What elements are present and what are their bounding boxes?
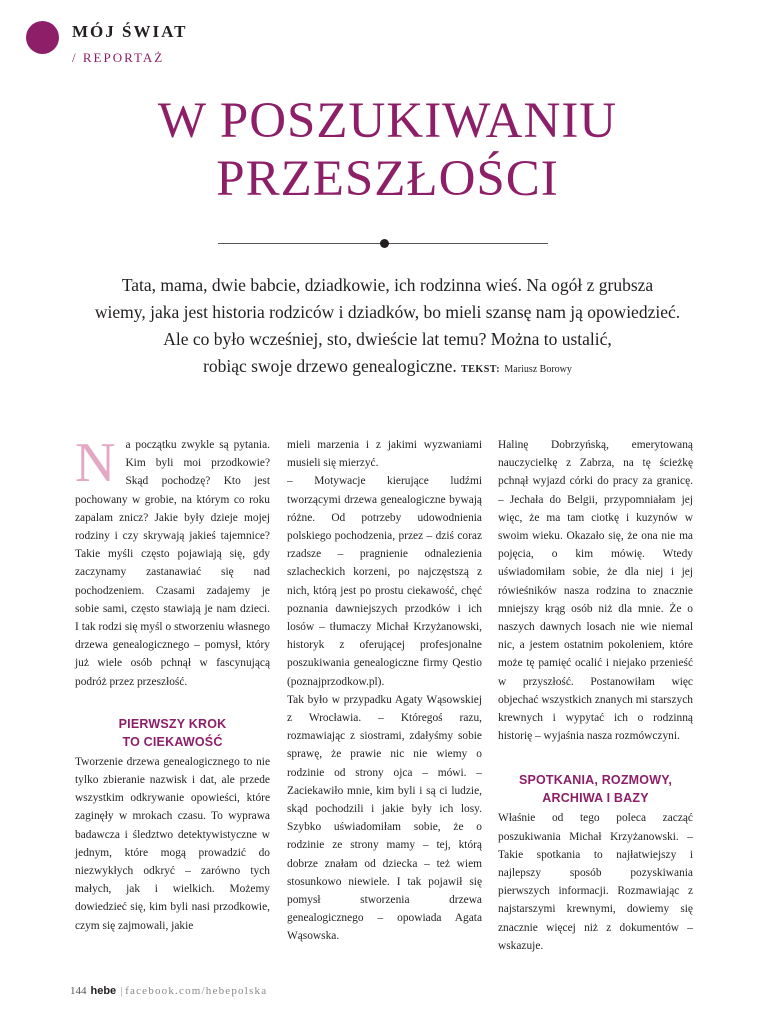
- subsection-label: / REPORTAŻ: [72, 50, 165, 65]
- subheading-meetings: [498, 771, 693, 807]
- article-lead: [40, 272, 735, 383]
- article-title: [0, 92, 775, 208]
- body-paragraph: Tak było w przypadku Agaty Wąsowskiej z Wrocławia. – Któregoś razu, rozmawiając z siostrami, zdałyśmy sobie sprawę, że prawie nic nie wiemy o rodzinie od strony ojca – mówi. – Zaciekawiło mnie, kim byli i są ci ludzie, skąd pochodzili i jakie były ich losy. Szybko uświadomiłam sobie, że o rodzinie ze strony mamy – tej, którą dobrze znałam od dziecka – też wiem stosunkowo niewiele. I tak pojawił się pomysł stworzenia drzewa genealogicznego – opowiada Agata Wąsowska.: [287, 693, 482, 943]
- body-paragraph: – Motywacje kierujące ludźmi tworzącymi drzewa genealogiczne bywają różne. Od potrzeby udowodnienia polskiego pochodzenia, przez – dziś coraz rzadsze – pragnienie odnalezienia szlacheckich korzeni, po najczęstszą z nich, którą jest po prostu ciekawość, chęć poznania dawniejszych przodków i ich losów – tłumaczy Michał Krzyżanowski, historyk z oferującej profesjonalne poszukiwania genealogiczne firmy Qestio (poznajprzodkow.pl).: [287, 475, 482, 688]
- intro-paragraph-text: a początku zwykle są pytania. Kim byli moi przodkowie? Skąd pochodzę? Kto jest pochowany w grobie, na którym co roku zapalam znicz? Jakie były dzieje mojej rodziny i czy skrywają jakieś tajemnice? Takie myśli często pojawiają się, gdy zaczynamy zastanawiać się nad pochodzeniem. Czasami zadajemy je sobie sami, często stawiają je nam dzieci. I tak rodzi się myśl o stworzeniu własnego drzewa genealogicznego – pomysł, który już wiele osób pchnął w fascynującą podróż przez przeszłość.: [75, 439, 270, 688]
- author-credit-label: TEKST:: [461, 364, 501, 375]
- lead-line-1: Tata, mama, dwie babcie, dziadkowie, ich rodzinna wieś. Na ogół z grubsza: [121, 275, 654, 295]
- divider-dot: [380, 239, 389, 248]
- body-paragraph: Halinę Dobrzyńską, emerytowaną nauczycielkę z Zabrza, na tę ścieżkę pchnął wyjazd córki do pracy za granicę. – Jechała do Belgii, przypomniałam jej więc, że ma tam ciotkę i kuzynów w swoim wieku. Okazało się, że ona nie ma pojęcia, o kim mówię. Wtedy uświadomiłam sobie, że dla niej i jej rówieśników nasza rodzina to znacznie mniejszy krąg osób niż dla mnie. Że o naszych dawnych losach nie wie niemal nic, a jestem ostatnim pokoleniem, które może tę pamięć ocalić i niejako przenieść w przyszłość. Postanowiłam więc objechać wszystkich znanych mi starszych krewnych i wypytać ich o rodzinną historię – wyjaśnia nasza rozmówczyni.: [498, 439, 693, 743]
- footer-separator: |: [120, 985, 123, 997]
- body-paragraph: mieli marzenia i z jakimi wyzwaniami musieli się mierzyć.: [287, 439, 482, 470]
- lead-line-4: [40, 353, 735, 383]
- section-marker-dot: [26, 21, 59, 54]
- article-column-3: [498, 436, 693, 955]
- brand-logo: hebe: [90, 985, 117, 997]
- title-line-1: W POSZUKIWANIU: [157, 93, 618, 149]
- lead-line-2: wiemy, jaka jest historia rodziców i dziadków, bo mieli szansę nam ją opowiedzieć.: [94, 302, 681, 322]
- intro-paragraph: [75, 432, 270, 691]
- article-column-2: [287, 436, 482, 946]
- subheading-meetings-line-1: SPOTKANIA, ROZMOWY,: [518, 773, 673, 788]
- body-paragraph: Właśnie od tego poleca zacząć poszukiwania Michał Krzyżanowski. – Takie spotkania to najłatwiejszy i najlepszy sposób pozyskiwania pierwszych informacji. Rozmawiając z najstarszymi krewnymi, dowiemy się znacznie więcej niż z dokumentów – wskazuje.: [498, 812, 693, 952]
- subheading-meetings-line-2: ARCHIWA I BAZY: [542, 791, 649, 806]
- section-label: MÓJ ŚWIAT: [72, 22, 188, 41]
- page-footer: [70, 985, 267, 997]
- drop-cap: N: [75, 432, 116, 494]
- body-paragraph: Tworzenie drzewa genealogicznego to nie tylko zbieranie nazwisk i dat, ale przede wszystkim odkrywanie opowieści, które zaginęły w mrokach czasu. To wyprawa badawcza i śledztwo detektywistyczne w jednym, które mogą prowadzić do niezwykłych odkryć – zarówno tych małych, jak i wielkich. Możemy dowiedzieć się, kim byli nasi przodkowie, czym się zajmowali, jakie: [75, 755, 270, 932]
- subheading-curiosity-line-1: PIERWSZY KROK: [118, 716, 227, 731]
- title-line-2: PRZESZŁOŚCI: [216, 151, 559, 207]
- page-number: 144: [70, 985, 87, 997]
- lead-line-4-text: robiąc swoje drzewo genealogiczne.: [203, 356, 457, 376]
- author-name: Mariusz Borowy: [504, 364, 572, 375]
- article-column-1: [75, 432, 270, 935]
- footer-url: facebook.com/hebepolska: [125, 985, 268, 997]
- subheading-curiosity-line-2: TO CIEKAWOŚĆ: [122, 734, 223, 749]
- lead-line-3: Ale co było wcześniej, sto, dwieście lat temu? Można to ustalić,: [163, 329, 612, 349]
- subheading-curiosity: [75, 715, 270, 751]
